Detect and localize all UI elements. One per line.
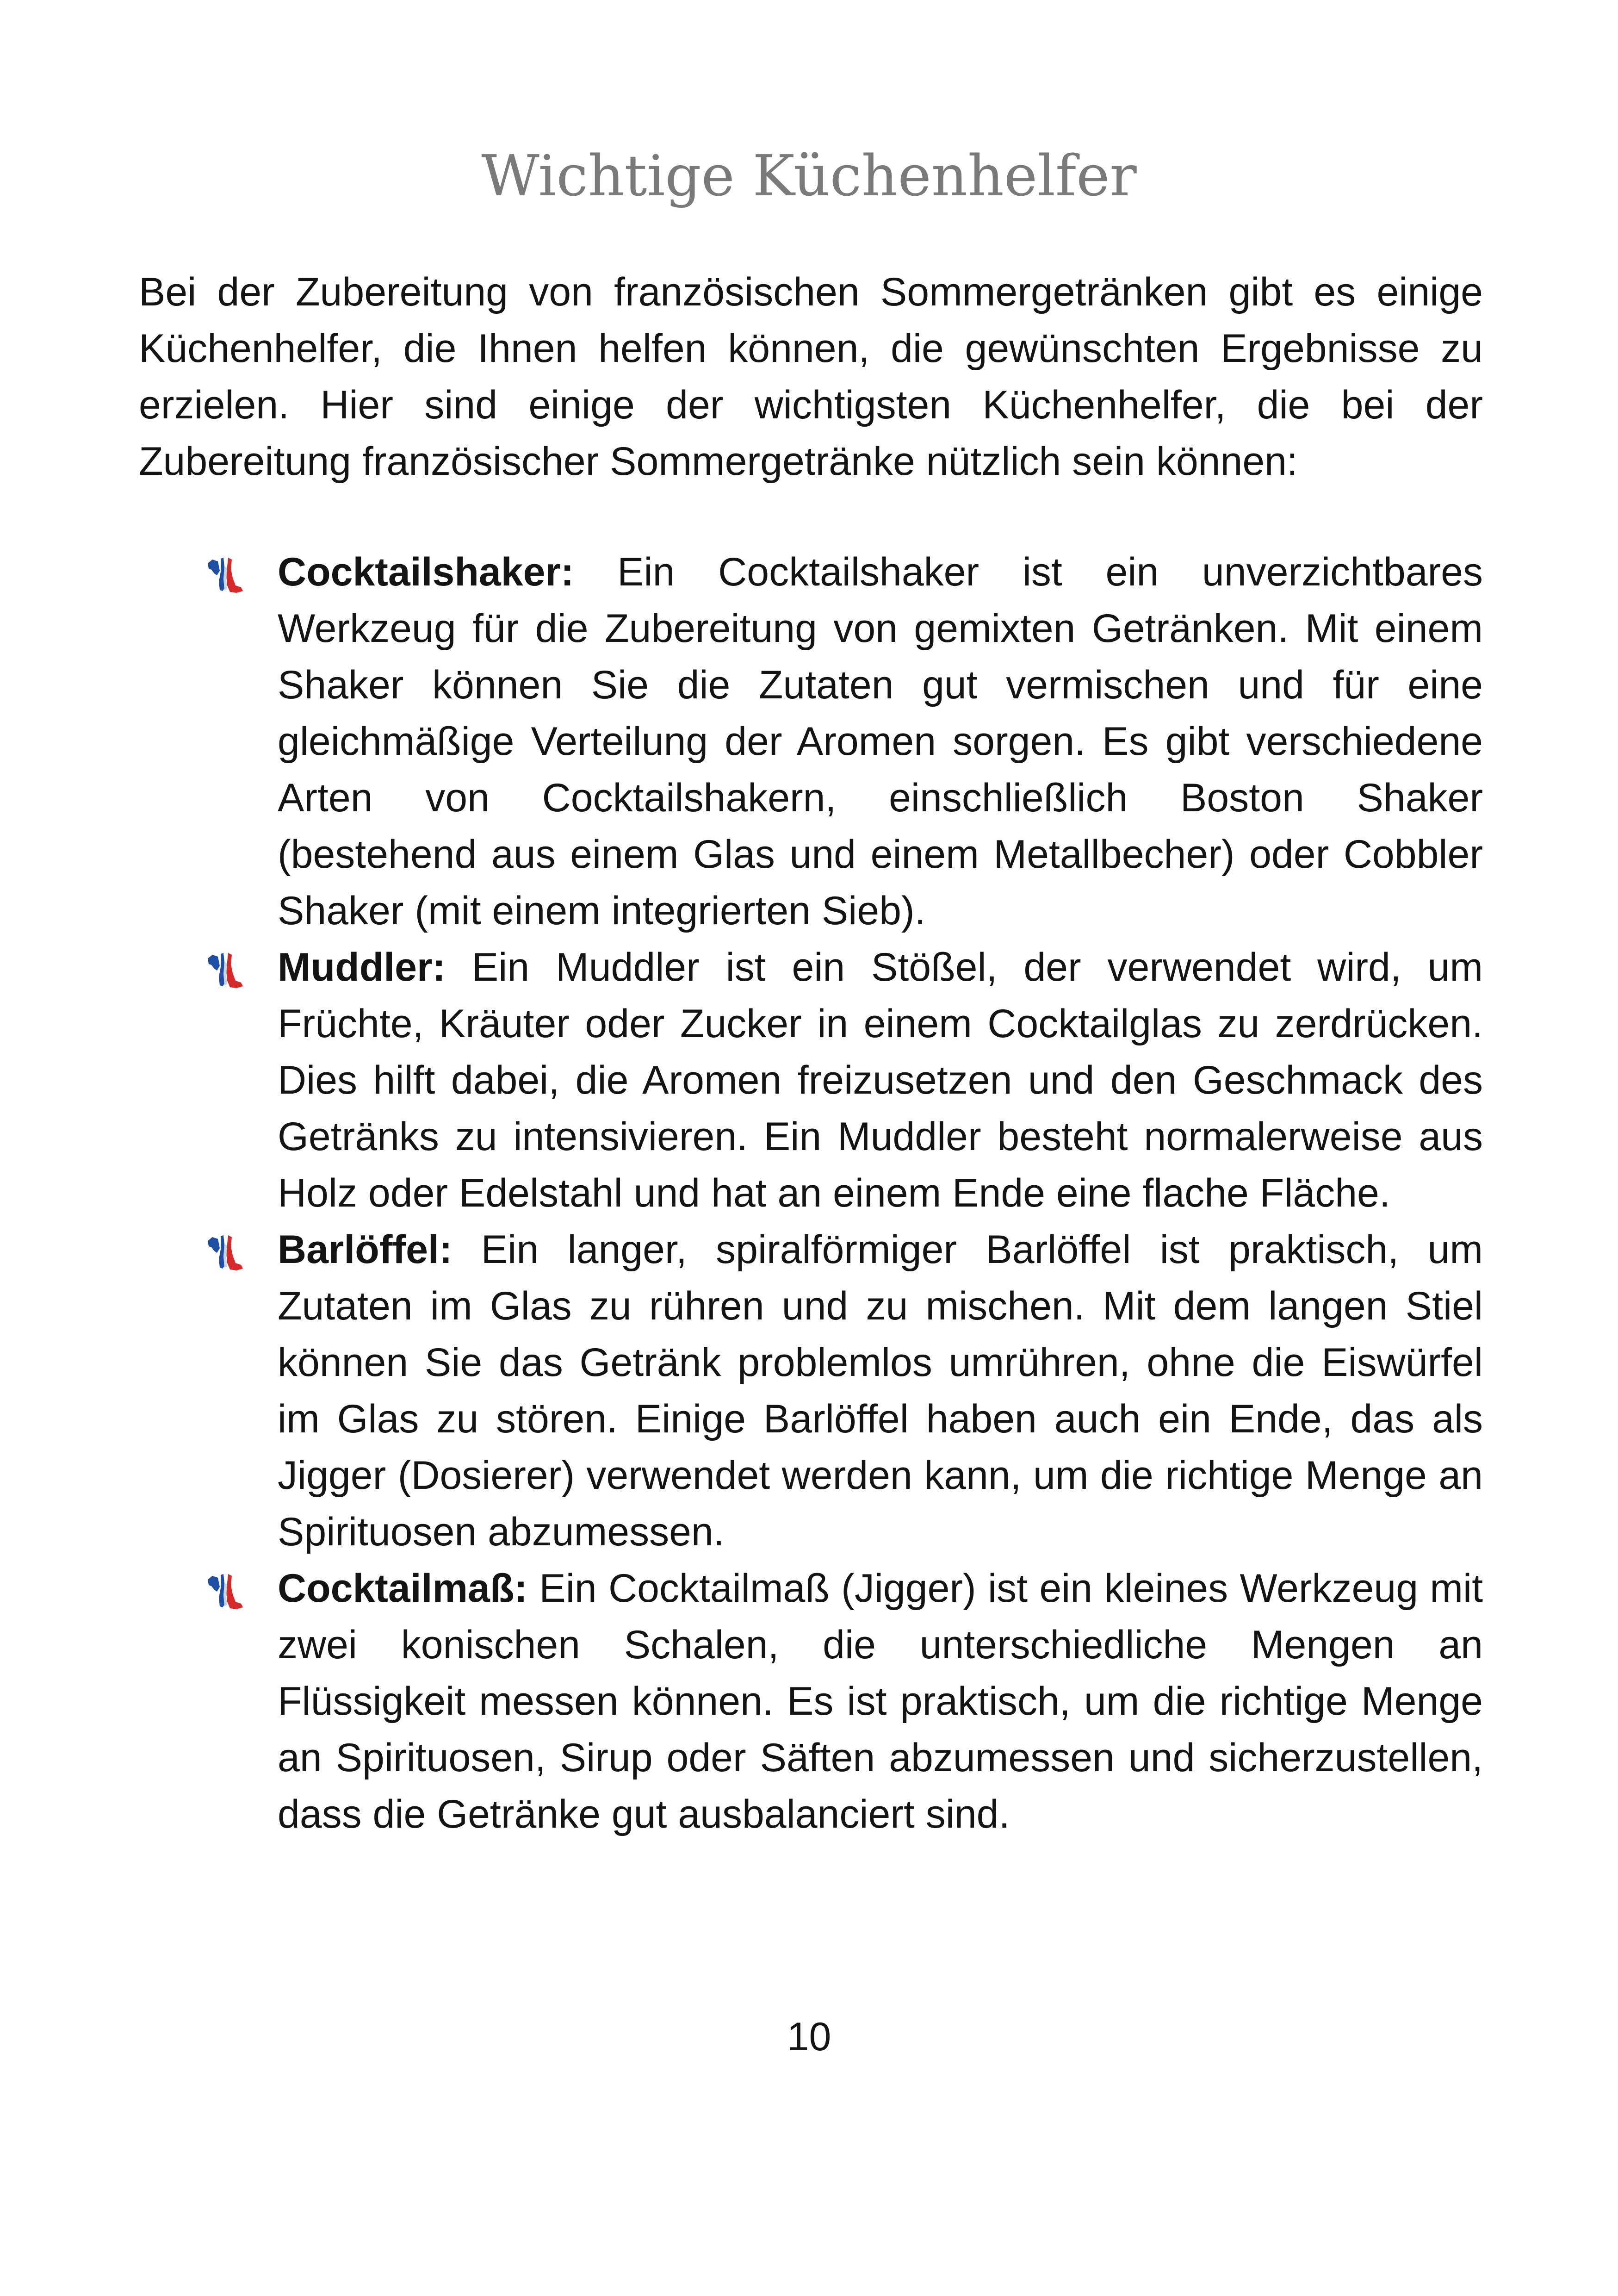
tool-term: Cocktailmaß: (278, 1566, 539, 1611)
french-flag-icon (206, 1569, 245, 1607)
tool-description: Ein langer, spiralförmiger Barlöffel ist praktisch, um Zutaten im Glas zu rühren und zu mischen. Mit dem langen Stiel können Sie das Getränk problemlos umrühren, ohne die Eiswürfel im Glas zu stören. Einige Barlöffel haben auch ein Ende, das als Jigger (Dosierer) verwendet werden kann, um die richtige Menge an Spirituosen abzumessen. (278, 1227, 1483, 1554)
tool-description: Ein Cocktailshaker ist ein unverzichtbares Werkzeug für die Zubereitung von gemixten Getränken. Mit einem Shaker können Sie die Zutaten gut vermischen und für eine gleichmäßige Verteilung der Aromen sorgen. Es gibt verschiedene Arten von Cocktailshakern, einschließlich Boston Shaker (bestehend aus einem Glas und einem Metallbecher) oder Cobbler Shaker (mit einem integrierten Sieb). (278, 550, 1483, 933)
list-item-muddler (139, 939, 1483, 1221)
tool-description: Ein Muddler ist ein Stößel, der verwendet wird, um Früchte, Kräuter oder Zucker in einem Cocktailglas zu zerdrücken. Dies hilft dabei, die Aromen freizusetzen und den Geschmack des Getränks zu intensivieren. Ein Muddler besteht normalerweise aus Holz oder Edelstahl und hat an einem Ende eine flache Fläche. (278, 945, 1483, 1215)
intro-paragraph: Bei der Zubereitung von französischen Sommergetränken gibt es einige Küchenhelfer, die Ihnen helfen können, die gewünschten Ergebnisse zu erzielen. Hier sind einige der wichtigsten Küchenhelfer, die bei der Zubereitung französischer Sommergetränke nützlich sein können: (139, 270, 1483, 484)
tool-term: Muddler: (278, 945, 472, 989)
tool-term: Cocktailshaker: (278, 550, 618, 594)
list-item-cocktailshaker (139, 544, 1483, 939)
list-item-barloeffel (139, 1221, 1483, 1560)
page-title: Wichtige Küchenhelfer (481, 143, 1137, 209)
tool-list (139, 544, 1483, 1842)
page-number: 10 (787, 2015, 831, 2059)
tool-term: Barlöffel: (278, 1227, 481, 1272)
list-item-cocktailmass (139, 1560, 1483, 1842)
french-flag-icon (206, 1231, 245, 1269)
french-flag-icon (206, 553, 245, 591)
french-flag-icon (206, 948, 245, 986)
tool-description: Ein Cocktailmaß (Jigger) ist ein kleines Werkzeug mit zwei konischen Schalen, die unterschiedliche Mengen an Flüssigkeit messen können. Es ist praktisch, um die richtige Menge an Spirituosen, Sirup oder Säften abzumessen und sicherzustellen, dass die Getränke gut ausbalanciert sind. (278, 1566, 1483, 1836)
